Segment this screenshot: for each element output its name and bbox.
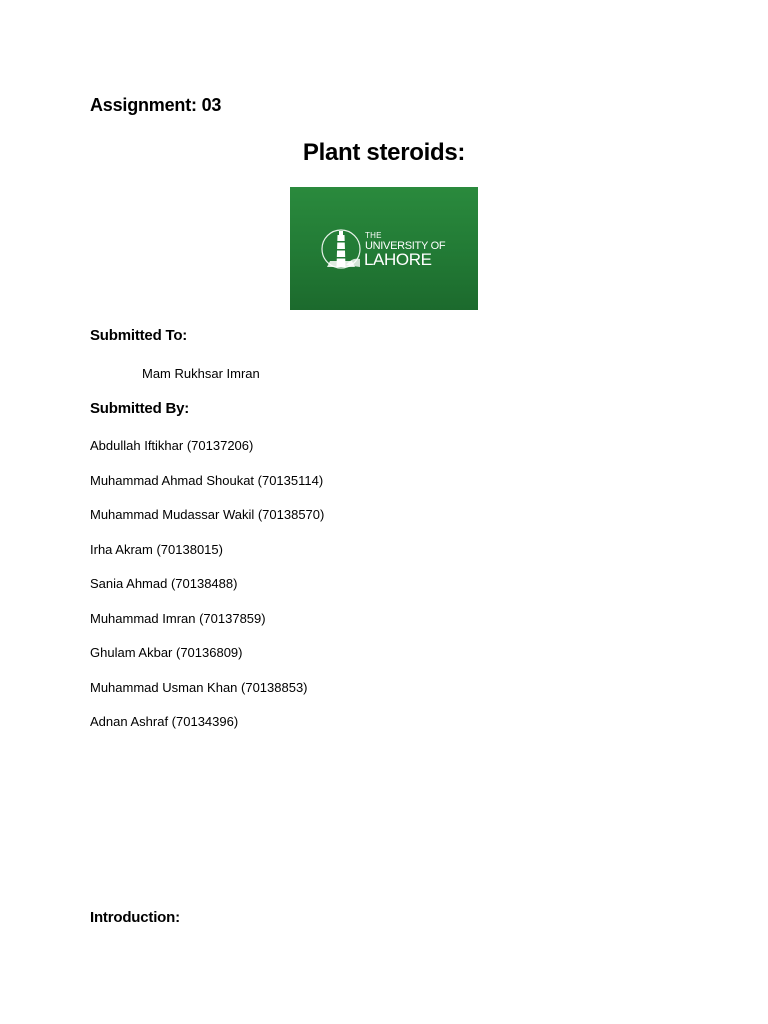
member-item: Sania Ahmad (70138488) (90, 576, 238, 591)
member-item: Irha Akram (70138015) (90, 542, 223, 557)
member-item: Muhammad Imran (70137859) (90, 611, 266, 626)
page-title: Plant steroids: (302, 139, 466, 166)
member-item: Adnan Ashraf (70134396) (90, 714, 239, 729)
submitted-by-heading: Submitted By: (90, 400, 190, 417)
teacher-name: Mam Rukhsar Imran (142, 366, 260, 381)
assignment-number: Assignment: 03 (90, 95, 222, 115)
member-item: Muhammad Usman Khan (70138853) (90, 680, 308, 695)
member-item: Abdullah Iftikhar (70137206) (90, 438, 254, 453)
member-item: Muhammad Mudassar Wakil (70138570) (90, 507, 325, 522)
logo-university-text: UNIVERSITY OF (365, 240, 446, 252)
university-logo (290, 187, 478, 310)
submitted-to-heading: Submitted To: (90, 327, 188, 344)
member-item: Muhammad Ahmad Shoukat (70135114) (90, 473, 324, 488)
member-item: Ghulam Akbar (70136809) (90, 645, 243, 660)
logo-the-text: THE (365, 231, 382, 240)
logo-lahore-text: LAHORE (364, 250, 432, 269)
introduction-heading: Introduction: (90, 909, 180, 926)
